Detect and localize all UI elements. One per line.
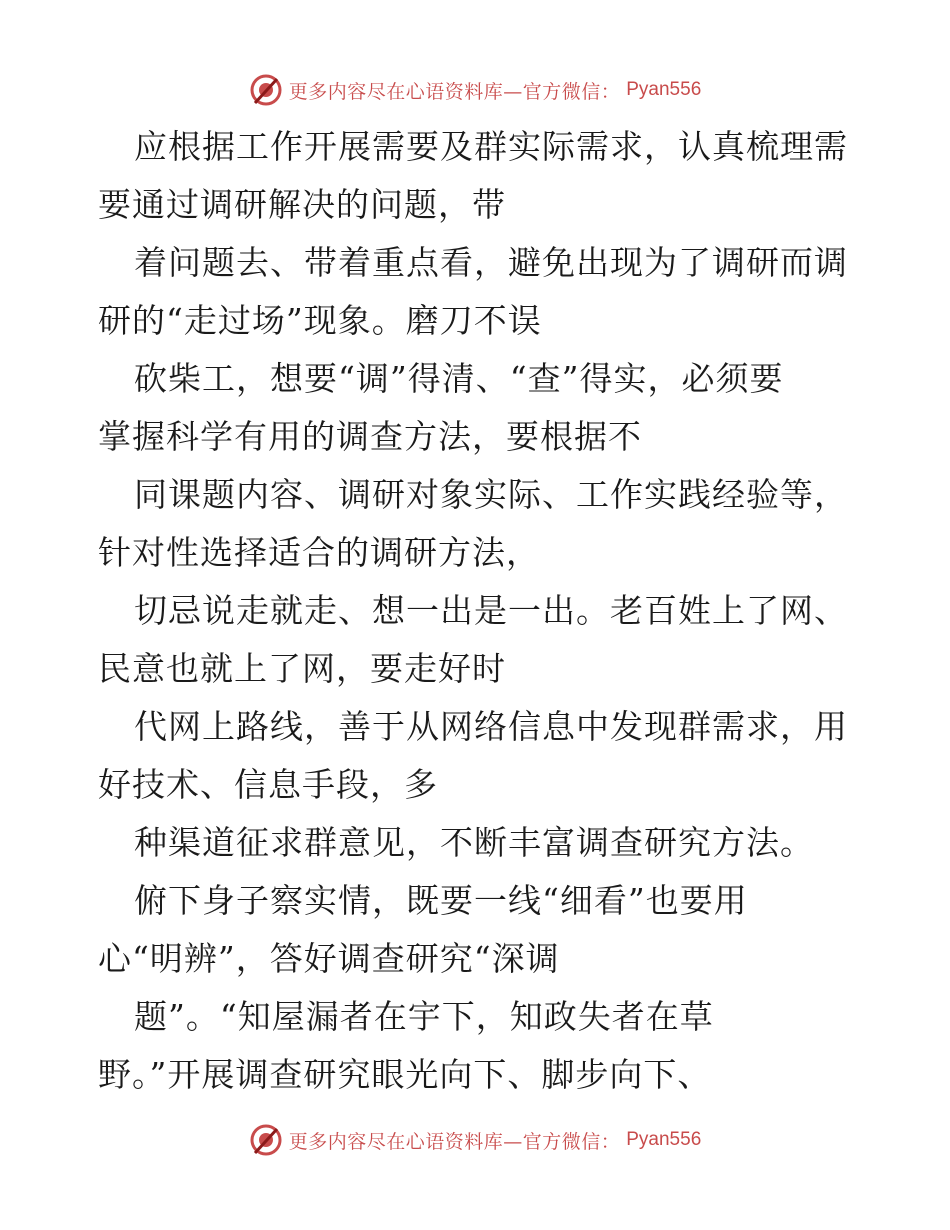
text-line: 心“明辨”，答好调查研究“深调 — [98, 939, 560, 978]
text-line: 俯下身子察实情，既要一线“细看”也要用 — [134, 881, 748, 920]
text-line: 代网上路线，善于从网络信息中发现群需求，用 — [134, 707, 848, 746]
text-line: 民意也就上了网，要走好时 — [98, 649, 506, 688]
banner-wechat-id: Pyan556 — [626, 79, 702, 100]
text-line: 砍柴工，想要“调”得清、“查”得实，必须要 — [134, 359, 784, 398]
document-body — [98, 118, 858, 1104]
banner-text: 更多内容尽在心语资料库—官方微信： — [288, 80, 621, 103]
text-line: 研的“走过场”现象。磨刀不误 — [98, 301, 542, 340]
logo-icon — [249, 1123, 283, 1157]
text-line: 野。”开展调查研究眼光向下、脚步向下、 — [98, 1055, 712, 1094]
text-line: 种渠道征求群意见，不断丰富调查研究方法。 — [134, 823, 814, 862]
banner-wechat-id: Pyan556 — [626, 1129, 702, 1150]
banner-text: 更多内容尽在心语资料库—官方微信： — [288, 1130, 621, 1153]
text-line: 同课题内容、调研对象实际、工作实践经验等， — [134, 475, 848, 514]
text-line: 针对性选择适合的调研方法， — [98, 533, 540, 572]
header-banner — [0, 70, 950, 110]
text-line: 题”。“知屋漏者在宇下，知政失者在草 — [134, 997, 714, 1036]
footer-banner — [0, 1120, 950, 1160]
logo-icon — [249, 73, 283, 107]
text-line: 要通过调研解决的问题，带 — [98, 185, 506, 224]
text-line: 着问题去、带着重点看，避免出现为了调研而调 — [134, 243, 848, 282]
text-line: 切忌说走就走、想一出是一出。老百姓上了网、 — [134, 591, 848, 630]
text-line: 应根据工作开展需要及群实际需求，认真梳理需 — [134, 127, 848, 166]
text-line: 掌握科学有用的调查方法，要根据不 — [98, 417, 642, 456]
text-line: 好技术、信息手段，多 — [98, 765, 438, 804]
